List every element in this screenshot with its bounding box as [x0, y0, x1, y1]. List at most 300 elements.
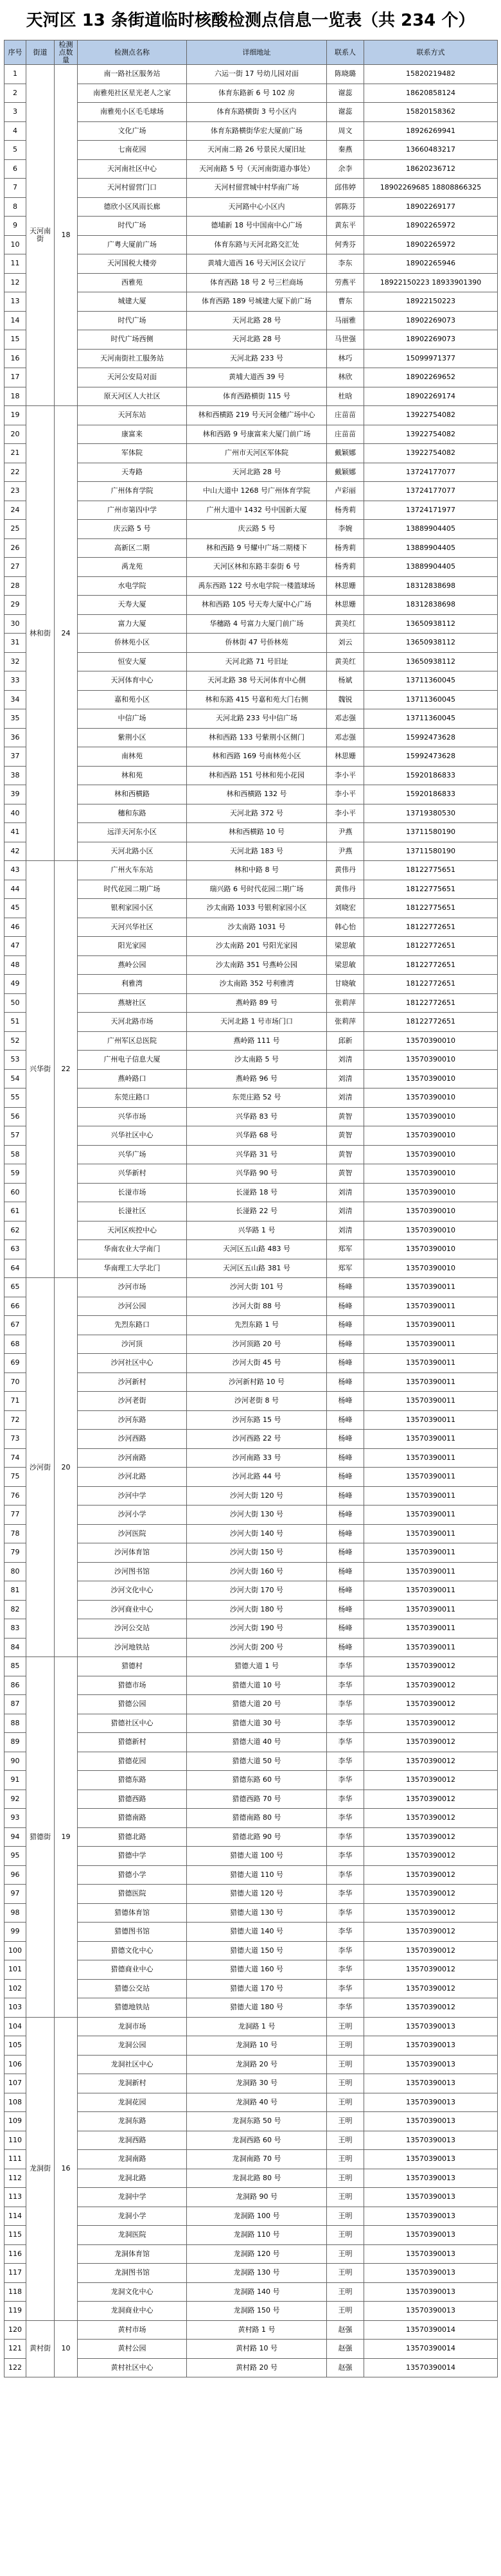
cell-name: 龙洞公园: [78, 2036, 187, 2056]
cell-no: 40: [4, 804, 26, 823]
cell-phone: 13570390011: [364, 1410, 498, 1430]
cell-phone: 13570390011: [364, 1430, 498, 1449]
table-row: [4, 1941, 498, 1960]
cell-contact: 杨峰: [327, 1600, 364, 1619]
cell-no: 98: [4, 1903, 26, 1923]
table-row: [4, 2074, 498, 2093]
cell-name: 沙河南路: [78, 1448, 187, 1468]
table-row: [4, 2320, 498, 2340]
cell-phone: 13711580190: [364, 823, 498, 842]
table-row: [4, 2131, 498, 2150]
cell-contact: 邱新: [327, 1031, 364, 1051]
cell-address: 林和西横路 10 号: [187, 823, 327, 842]
cell-contact: 李华: [327, 1960, 364, 1980]
cell-phone: 13724177077: [364, 463, 498, 482]
cell-count: 22: [55, 861, 78, 1278]
cell-name: 沙河小学: [78, 1506, 187, 1525]
table-row: [4, 2017, 498, 2036]
cell-phone: 13889904405: [364, 558, 498, 577]
cell-contact: 杨峰: [327, 1335, 364, 1354]
cell-contact: 王明: [327, 2244, 364, 2264]
cell-no: 49: [4, 975, 26, 994]
cell-no: 12: [4, 273, 26, 292]
table-row: [4, 1297, 498, 1316]
cell-contact: 李华: [327, 1865, 364, 1885]
table-row: [4, 1960, 498, 1980]
cell-address: 猎德西路 70 号: [187, 1790, 327, 1809]
cell-phone: 13570390011: [364, 1372, 498, 1392]
cell-no: 34: [4, 690, 26, 709]
cell-contact: 杨秀莉: [327, 538, 364, 558]
cell-address: 体育西路 18 号 2 号三栏商场: [187, 273, 327, 292]
cell-count: 20: [55, 1278, 78, 1657]
cell-phone: 13570390012: [364, 1923, 498, 1942]
table-row: [4, 1524, 498, 1543]
cell-contact: 尹燕: [327, 842, 364, 861]
table-row: [4, 1979, 498, 1998]
cell-no: 109: [4, 2112, 26, 2131]
cell-contact: 王明: [327, 2188, 364, 2207]
cell-address: 沙河大街 130 号: [187, 1506, 327, 1525]
table-row: [4, 1923, 498, 1942]
cell-name: 沙河地铁站: [78, 1638, 187, 1657]
cell-phone: 18902265972: [364, 217, 498, 236]
cell-name: 猎德花园: [78, 1752, 187, 1771]
cell-phone: 15920186833: [364, 785, 498, 804]
header-no: 序号: [4, 40, 26, 65]
cell-no: 20: [4, 425, 26, 444]
table-row: [4, 1164, 498, 1184]
table-body: [4, 65, 498, 2377]
table-row: [4, 709, 498, 729]
cell-name: 沙河公园: [78, 1297, 187, 1316]
cell-name: 时代花园二期广场: [78, 880, 187, 899]
table-row: [4, 444, 498, 463]
cell-street: 沙河街: [26, 1278, 55, 1657]
table-row: [4, 1827, 498, 1847]
table-row: [4, 2188, 498, 2207]
cell-no: 118: [4, 2282, 26, 2302]
cell-name: 兴华广场: [78, 1145, 187, 1164]
cell-contact: 戴颖娜: [327, 463, 364, 482]
cell-address: 猎德大道 40 号: [187, 1733, 327, 1752]
table-row: [4, 1657, 498, 1676]
cell-phone: 18620236712: [364, 159, 498, 179]
cell-phone: 13570390012: [364, 1865, 498, 1885]
cell-contact: 郭陈芬: [327, 197, 364, 217]
cell-address: 龙洞路 40 号: [187, 2093, 327, 2112]
cell-name: 长湴市场: [78, 1183, 187, 1202]
table-row: [4, 576, 498, 596]
table-row: [4, 121, 498, 141]
cell-contact: 刘晓宏: [327, 899, 364, 918]
cell-contact: 杨斌: [327, 671, 364, 691]
cell-phone: 18620858124: [364, 84, 498, 103]
table-row: [4, 1430, 498, 1449]
cell-name: 沙河医院: [78, 1524, 187, 1543]
cell-address: 德埔新 18 号中国南中心广场: [187, 217, 327, 236]
cell-address: 猎德大道 120 号: [187, 1885, 327, 1904]
cell-no: 31: [4, 634, 26, 653]
table-row: [4, 1619, 498, 1639]
table-row: [4, 1448, 498, 1468]
cell-address: 黄村路 20 号: [187, 2358, 327, 2377]
cell-street: 天河南街: [26, 65, 55, 406]
cell-no: 5: [4, 141, 26, 160]
cell-count: 16: [55, 2017, 78, 2320]
table-row: [4, 2055, 498, 2074]
cell-name: 恒安大厦: [78, 652, 187, 671]
cell-phone: 13570390013: [364, 2302, 498, 2321]
cell-name: 银利家园小区: [78, 899, 187, 918]
cell-phone: 13570390011: [364, 1335, 498, 1354]
cell-address: 兴华路 90 号: [187, 1164, 327, 1184]
cell-name: 兴华社区中心: [78, 1126, 187, 1146]
cell-phone: 13570390011: [364, 1562, 498, 1581]
cell-name: 猎德文化中心: [78, 1941, 187, 1960]
cell-name: 天河区疾控中心: [78, 1221, 187, 1240]
cell-phone: 18122772651: [364, 918, 498, 937]
cell-no: 68: [4, 1335, 26, 1354]
cell-no: 86: [4, 1676, 26, 1695]
cell-count: 18: [55, 65, 78, 406]
cell-address: 猎德东路 60 号: [187, 1771, 327, 1790]
cell-contact: 杨峰: [327, 1562, 364, 1581]
cell-no: 95: [4, 1847, 26, 1866]
cell-contact: 杨峰: [327, 1430, 364, 1449]
cell-no: 54: [4, 1069, 26, 1088]
cell-address: 天河区五山路 483 号: [187, 1240, 327, 1259]
cell-no: 66: [4, 1297, 26, 1316]
cell-name: 康富来: [78, 425, 187, 444]
cell-contact: 李华: [327, 1809, 364, 1828]
cell-address: 中山大道中 1268 号广州体育学院: [187, 482, 327, 501]
cell-contact: 何秀芬: [327, 235, 364, 254]
cell-contact: 庄苗苗: [327, 406, 364, 425]
cell-contact: 王明: [327, 2131, 364, 2150]
cell-name: 广州火车东站: [78, 861, 187, 880]
cell-phone: 18122775651: [364, 880, 498, 899]
cell-name: 猎德村: [78, 1657, 187, 1676]
table-row: [4, 558, 498, 577]
cell-phone: 13570390011: [364, 1468, 498, 1487]
cell-contact: 杨秀莉: [327, 558, 364, 577]
cell-address: 燕岭路 96 号: [187, 1069, 327, 1088]
cell-name: 沙河公交站: [78, 1619, 187, 1639]
cell-name: 燕岭公园: [78, 955, 187, 975]
cell-address: 天河北路 233 号中信广场: [187, 709, 327, 729]
cell-phone: 15820158362: [364, 103, 498, 122]
cell-phone: 13724171977: [364, 501, 498, 520]
table-row: [4, 1088, 498, 1108]
cell-name: 南雅苑小区毛毛球场: [78, 103, 187, 122]
cell-no: 47: [4, 937, 26, 956]
cell-name: 猎德公交站: [78, 1979, 187, 1998]
cell-no: 81: [4, 1581, 26, 1601]
cell-name: 龙洞小学: [78, 2207, 187, 2226]
cell-phone: 13570390013: [364, 2226, 498, 2245]
cell-no: 60: [4, 1183, 26, 1202]
cell-name: 天寿大厦: [78, 596, 187, 615]
cell-contact: 谢蕊: [327, 84, 364, 103]
cell-contact: 李华: [327, 1752, 364, 1771]
cell-phone: 18902269073: [364, 311, 498, 330]
cell-contact: 邓志强: [327, 709, 364, 729]
cell-no: 93: [4, 1809, 26, 1828]
cell-phone: 18122772651: [364, 955, 498, 975]
table-row: [4, 596, 498, 615]
table-row: [4, 1259, 498, 1278]
cell-no: 76: [4, 1486, 26, 1506]
cell-no: 41: [4, 823, 26, 842]
cell-phone: 18902269174: [364, 387, 498, 406]
cell-address: 沙河大街 88 号: [187, 1297, 327, 1316]
cell-no: 46: [4, 918, 26, 937]
cell-contact: 秦燕: [327, 141, 364, 160]
cell-name: 猎德地铁站: [78, 1998, 187, 2018]
cell-name: 天河国税大楼旁: [78, 254, 187, 274]
cell-no: 53: [4, 1051, 26, 1070]
cell-phone: 15992473628: [364, 747, 498, 767]
table-row: [4, 634, 498, 653]
cell-no: 61: [4, 1202, 26, 1221]
cell-phone: 15099971377: [364, 349, 498, 368]
cell-contact: 周文: [327, 121, 364, 141]
cell-name: 龙洞新村: [78, 2074, 187, 2093]
header-phone: 联系方式: [364, 40, 498, 65]
cell-address: 沙河新村路 10 号: [187, 1372, 327, 1392]
cell-no: 35: [4, 709, 26, 729]
table-row: [4, 842, 498, 861]
table-row: [4, 1562, 498, 1581]
cell-address: 林和西路 9 号耀中广场二期楼下: [187, 538, 327, 558]
cell-no: 58: [4, 1145, 26, 1164]
cell-name: 华南农业大学南门: [78, 1240, 187, 1259]
cell-name: 天河公安局对面: [78, 368, 187, 387]
cell-contact: 余李: [327, 159, 364, 179]
cell-contact: 杨峰: [327, 1524, 364, 1543]
cell-phone: 13650938112: [364, 652, 498, 671]
cell-phone: 13570390013: [364, 2036, 498, 2056]
cell-no: 102: [4, 1979, 26, 1998]
cell-no: 38: [4, 766, 26, 785]
cell-no: 91: [4, 1771, 26, 1790]
cell-contact: 黄东平: [327, 217, 364, 236]
cell-name: 林和西横路: [78, 785, 187, 804]
cell-address: 体育东路与天河北路交汇处: [187, 235, 327, 254]
cell-name: 沙河文化中心: [78, 1581, 187, 1601]
cell-no: 87: [4, 1695, 26, 1714]
cell-address: 兴华路 1 号: [187, 1221, 327, 1240]
cell-name: 沙河新村: [78, 1372, 187, 1392]
table-row: [4, 292, 498, 312]
cell-phone: 13570390011: [364, 1543, 498, 1563]
cell-name: 猎德北路: [78, 1827, 187, 1847]
cell-phone: 13570390010: [364, 1183, 498, 1202]
cell-address: 广州市天河区军体院: [187, 444, 327, 463]
cell-address: 猎德大道 1 号: [187, 1657, 327, 1676]
cell-contact: 杨峰: [327, 1486, 364, 1506]
cell-phone: 13570390012: [364, 1752, 498, 1771]
table-row: [4, 179, 498, 198]
table-row: [4, 2264, 498, 2283]
cell-phone: 18902269073: [364, 330, 498, 350]
cell-name: 兴华市场: [78, 1107, 187, 1126]
cell-address: 猎德大道 150 号: [187, 1941, 327, 1960]
cell-name: 时代广场西侧: [78, 330, 187, 350]
cell-phone: 13570390010: [364, 1202, 498, 1221]
cell-name: 天河南街社工服务站: [78, 349, 187, 368]
cell-no: 2: [4, 84, 26, 103]
table-row: [4, 1278, 498, 1297]
cell-phone: 13570390012: [364, 1885, 498, 1904]
cell-contact: 李东: [327, 254, 364, 274]
table-row: [4, 1581, 498, 1601]
cell-contact: 曹东: [327, 292, 364, 312]
cell-no: 88: [4, 1714, 26, 1733]
cell-name: 天河南社区中心: [78, 159, 187, 179]
table-row: [4, 482, 498, 501]
cell-address: 瑞兴路 6 号时代花园二期广场: [187, 880, 327, 899]
cell-no: 65: [4, 1278, 26, 1297]
cell-phone: 13570390010: [364, 1164, 498, 1184]
table-row: [4, 2340, 498, 2359]
cell-name: 沙河顶: [78, 1335, 187, 1354]
cell-contact: 劳燕平: [327, 273, 364, 292]
cell-contact: 赵强: [327, 2340, 364, 2359]
cell-address: 猎德大道 10 号: [187, 1676, 327, 1695]
cell-no: 117: [4, 2264, 26, 2283]
cell-phone: 18922150223: [364, 292, 498, 312]
cell-no: 119: [4, 2302, 26, 2321]
cell-phone: 13570390010: [364, 1031, 498, 1051]
cell-contact: 刘清: [327, 1051, 364, 1070]
cell-contact: 李华: [327, 1903, 364, 1923]
cell-contact: 杨峰: [327, 1468, 364, 1487]
cell-name: 西雅苑: [78, 273, 187, 292]
table-row: [4, 1202, 498, 1221]
cell-phone: 13570390013: [364, 2244, 498, 2264]
cell-name: 猎德中学: [78, 1847, 187, 1866]
table-row: [4, 2169, 498, 2188]
cell-address: 龙洞东路 50 号: [187, 2112, 327, 2131]
cell-name: 猎德图书馆: [78, 1923, 187, 1942]
cell-no: 110: [4, 2131, 26, 2150]
cell-contact: 刘清: [327, 1221, 364, 1240]
cell-name: 长湴社区: [78, 1202, 187, 1221]
cell-name: 猎德西路: [78, 1790, 187, 1809]
cell-contact: 甘晓敏: [327, 975, 364, 994]
cell-no: 24: [4, 501, 26, 520]
cell-contact: 杨峰: [327, 1506, 364, 1525]
cell-contact: 李华: [327, 1733, 364, 1752]
cell-no: 17: [4, 368, 26, 387]
cell-name: 广粤大厦前广场: [78, 235, 187, 254]
cell-contact: 李婉: [327, 520, 364, 539]
cell-name: 沙河老街: [78, 1392, 187, 1411]
cell-name: 沙河北路: [78, 1468, 187, 1487]
cell-name: 广州市第四中学: [78, 501, 187, 520]
cell-address: 林和西横路 219 号天河金穗广场中心: [187, 406, 327, 425]
cell-contact: 梁思敏: [327, 955, 364, 975]
cell-name: 天河村留营门口: [78, 179, 187, 198]
cell-address: 黄埔大道西 16 号天河区会议厅: [187, 254, 327, 274]
cell-contact: 陈晓璐: [327, 65, 364, 84]
table-row: [4, 861, 498, 880]
cell-address: 沙河大街 45 号: [187, 1354, 327, 1373]
cell-name: 猎德社区中心: [78, 1714, 187, 1733]
cell-contact: 谢蕊: [327, 103, 364, 122]
table-row: [4, 2150, 498, 2169]
cell-name: 华南理工大学北门: [78, 1259, 187, 1278]
cell-phone: 13570390013: [364, 2074, 498, 2093]
cell-phone: 13570390013: [364, 2055, 498, 2074]
cell-no: 42: [4, 842, 26, 861]
cell-name: 燕塘社区: [78, 993, 187, 1013]
table-row: [4, 1069, 498, 1088]
cell-name: 军体院: [78, 444, 187, 463]
cell-no: 15: [4, 330, 26, 350]
cell-phone: 18122775651: [364, 861, 498, 880]
table-row: [4, 368, 498, 387]
cell-contact: 黄智: [327, 1126, 364, 1146]
cell-contact: 李小平: [327, 804, 364, 823]
cell-contact: 王明: [327, 2055, 364, 2074]
cell-name: 猎德公园: [78, 1695, 187, 1714]
cell-street: 林和街: [26, 406, 55, 861]
cell-no: 4: [4, 121, 26, 141]
cell-no: 59: [4, 1164, 26, 1184]
table-header-row: [4, 40, 498, 65]
cell-address: 猎德大道 110 号: [187, 1865, 327, 1885]
cell-address: 庆云路 5 号: [187, 520, 327, 539]
cell-name: 沙河西路: [78, 1430, 187, 1449]
cell-address: 天河北路 1 号市场门口: [187, 1013, 327, 1032]
cell-phone: 13570390010: [364, 1126, 498, 1146]
cell-phone: 13570390012: [364, 1714, 498, 1733]
cell-contact: 林思姗: [327, 576, 364, 596]
cell-address: 长湴路 22 号: [187, 1202, 327, 1221]
cell-no: 116: [4, 2244, 26, 2264]
cell-name: 龙洞东路: [78, 2112, 187, 2131]
cell-phone: 18122775651: [364, 899, 498, 918]
cell-phone: 18122772651: [364, 975, 498, 994]
cell-address: 沙河大街 101 号: [187, 1278, 327, 1297]
cell-no: 33: [4, 671, 26, 691]
table-row: [4, 747, 498, 767]
cell-name: 中信广场: [78, 709, 187, 729]
cell-no: 79: [4, 1543, 26, 1563]
cell-contact: 杨峰: [327, 1410, 364, 1430]
cell-phone: 13570390012: [364, 1657, 498, 1676]
table-row: [4, 1543, 498, 1563]
cell-no: 108: [4, 2093, 26, 2112]
cell-phone: 13711580190: [364, 842, 498, 861]
cell-phone: 13570390012: [364, 1676, 498, 1695]
cell-phone: 18902269685 18808866325: [364, 179, 498, 198]
cell-name: 天河兴华社区: [78, 918, 187, 937]
cell-contact: 王明: [327, 2207, 364, 2226]
cell-no: 96: [4, 1865, 26, 1885]
table-row: [4, 2358, 498, 2377]
cell-no: 100: [4, 1941, 26, 1960]
cell-phone: 15920186833: [364, 766, 498, 785]
cell-phone: 13570390012: [364, 1827, 498, 1847]
cell-no: 29: [4, 596, 26, 615]
cell-phone: 18922150223 18933901390: [364, 273, 498, 292]
table-row: [4, 273, 498, 292]
cell-address: 沙河顶路 20 号: [187, 1335, 327, 1354]
